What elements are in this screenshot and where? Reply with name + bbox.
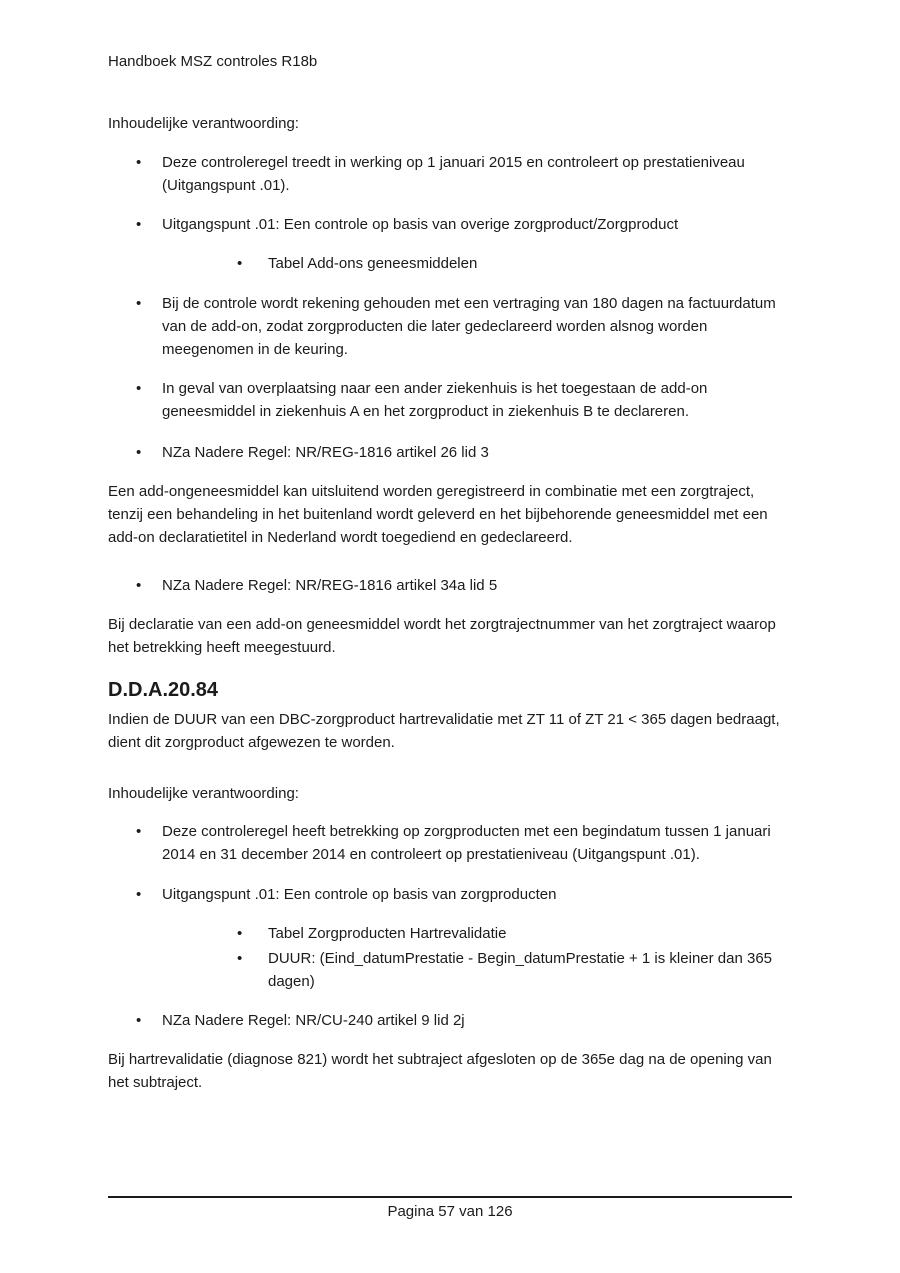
bullet-text: Tabel Add-ons geneesmiddelen — [268, 255, 478, 272]
bullet-item — [108, 151, 792, 197]
page-number: Pagina 57 van 126 — [387, 1203, 513, 1220]
intro-label: Inhoudelijke verantwoording: — [108, 115, 299, 132]
bullet-item — [108, 883, 792, 906]
bullet-icon: • — [136, 823, 142, 840]
body-paragraph: Een add-ongeneesmiddel kan uitsluitend worden geregistreerd in combinatie met een zorgtraject, tenzij een behandeling in het buitenland wordt geleverd en het bijbehorende geneesmiddel met een add-on declaratietitel in Nederland wordt toegediend en gedeclareerd. — [108, 483, 768, 546]
footer-divider — [108, 1196, 792, 1198]
bullet-item — [108, 820, 792, 866]
bullet-icon: • — [136, 577, 142, 594]
sub-bullet-item — [108, 922, 792, 945]
bullet-icon: • — [136, 1012, 142, 1029]
bullet-text: NZa Nadere Regel: NR/REG-1816 artikel 26 lid 3 — [162, 444, 489, 461]
bullet-text: In geval van overplaatsing naar een ander ziekenhuis is het toegestaan de add-on geneesmiddel in ziekenhuis A en het zorgproduct in ziekenhuis B te declareren. — [162, 380, 708, 420]
bullet-text: Deze controleregel heeft betrekking op zorgproducten met een begindatum tussen 1 januari 2014 en 31 december 2014 en controleert op prestatieniveau (Uitgangspunt .01). — [162, 823, 771, 863]
bullet-icon: • — [237, 925, 243, 942]
bullet-icon: • — [136, 295, 142, 312]
bullet-icon: • — [237, 950, 243, 967]
bullet-item — [108, 213, 792, 236]
bullet-text: Uitgangspunt .01: Een controle op basis van zorgproducten — [162, 886, 557, 903]
bullet-item — [108, 441, 792, 464]
bullet-text: NZa Nadere Regel: NR/REG-1816 artikel 34a lid 5 — [162, 577, 498, 594]
sub-bullet-item — [108, 252, 792, 275]
bullet-icon: • — [136, 216, 142, 233]
body-paragraph: Bij declaratie van een add-on geneesmiddel wordt het zorgtrajectnummer van het zorgtraject waarop het betrekking heeft meegestuurd. — [108, 616, 776, 656]
bullet-text: NZa Nadere Regel: NR/CU-240 artikel 9 lid 2j — [162, 1012, 465, 1029]
bullet-icon: • — [136, 380, 142, 397]
bullet-item — [108, 574, 792, 597]
sub-bullet-item — [108, 947, 792, 993]
bullet-icon: • — [136, 154, 142, 171]
page-header: Handboek MSZ controles R18b — [108, 53, 318, 70]
bullet-text: DUUR: (Eind_datumPrestatie - Begin_datumPrestatie + 1 is kleiner dan 365 dagen) — [268, 950, 773, 990]
intro-label: Inhoudelijke verantwoording: — [108, 785, 299, 802]
bullet-text: Bij de controle wordt rekening gehouden met een vertraging van 180 dagen na factuurdatum van de add-on, zodat zorgproducten die later gedeclareerd worden alsnog worden meegenomen in de keuring. — [162, 295, 776, 358]
body-paragraph: Indien de DUUR van een DBC-zorgproduct hartrevalidatie met ZT 11 of ZT 21 < 365 dagen bedraagt, dient dit zorgproduct afgewezen te worden. — [108, 711, 780, 751]
bullet-item — [108, 1009, 792, 1032]
bullet-icon: • — [136, 444, 142, 461]
bullet-item — [108, 292, 792, 361]
bullet-icon: • — [237, 255, 243, 272]
bullet-item — [108, 377, 792, 423]
bullet-icon: • — [136, 886, 142, 903]
bullet-text: Uitgangspunt .01: Een controle op basis van overige zorgproduct/Zorgproduct — [162, 216, 679, 233]
section-heading: D.D.A.20.84 — [108, 679, 219, 701]
body-paragraph: Bij hartrevalidatie (diagnose 821) wordt het subtraject afgesloten op de 365e dag na de opening van het subtraject. — [108, 1051, 772, 1091]
bullet-text: Tabel Zorgproducten Hartrevalidatie — [268, 925, 507, 942]
bullet-text: Deze controleregel treedt in werking op 1 januari 2015 en controleert op prestatieniveau (Uitgangspunt .01). — [162, 154, 745, 194]
